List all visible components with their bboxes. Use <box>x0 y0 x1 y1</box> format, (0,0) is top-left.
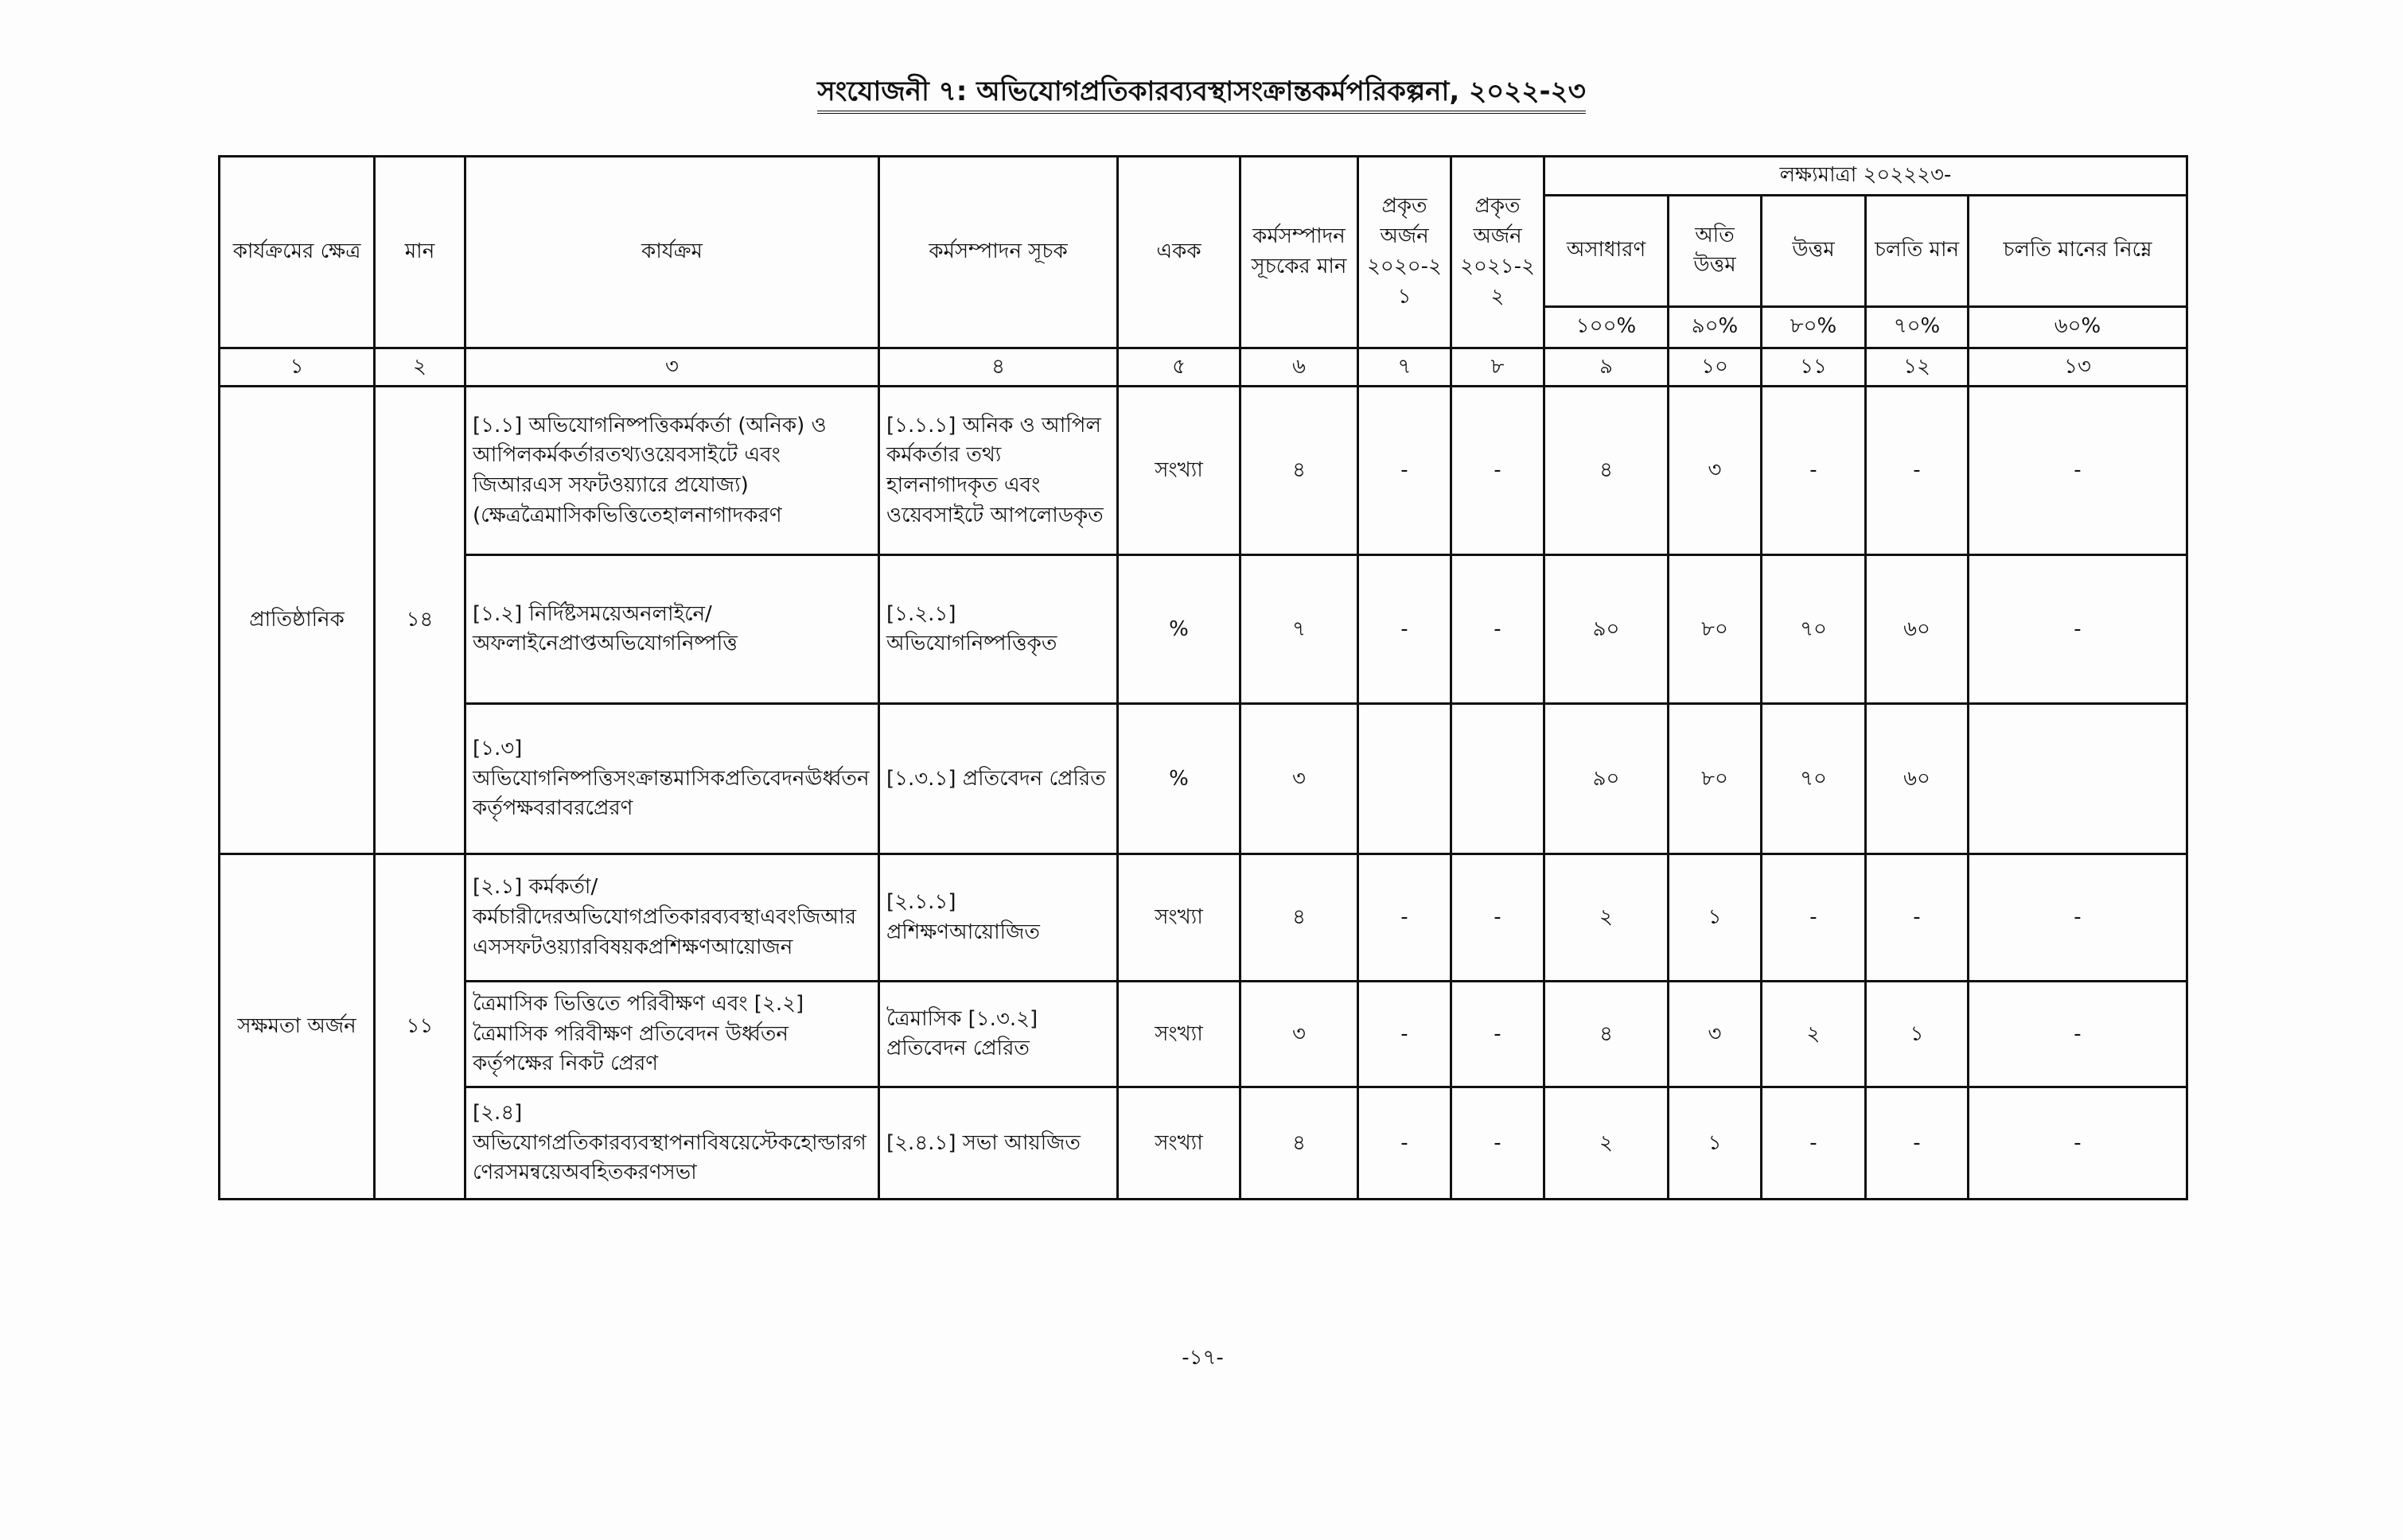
actual-2020-21-cell: - <box>1358 854 1451 982</box>
column-number: ৩ <box>465 348 879 387</box>
target-cell: ৬০ <box>1866 555 1969 704</box>
table-row <box>220 982 2187 1087</box>
table-row <box>220 704 2187 854</box>
unit-cell: সংখ্যা <box>1118 387 1240 555</box>
actual-2021-22-cell: - <box>1451 1087 1544 1200</box>
target-cell: - <box>1762 854 1866 982</box>
header-percent: ১০০% <box>1544 306 1669 348</box>
header-percent: ৬০% <box>1969 306 2187 348</box>
column-number: ৮ <box>1451 348 1544 387</box>
header-activity: কার্যক্রম <box>465 157 879 348</box>
target-cell: ১ <box>1669 854 1762 982</box>
column-number: ২ <box>375 348 465 387</box>
header-area: কার্যক্রমের ক্ষেত্র <box>220 157 375 348</box>
target-cell: ৯০ <box>1544 704 1669 854</box>
target-cell: ১ <box>1866 982 1969 1087</box>
indicator-cell: [২.৪.১] সভা আয়জিত <box>879 1087 1118 1200</box>
column-number: ৫ <box>1118 348 1240 387</box>
indicator-cell: [১.৩.১] প্রতিবেদন প্রেরিত <box>879 704 1118 854</box>
document-title: সংযোজনী ৭: অভিযোগপ্রতিকারব্যবস্থাসংক্রান্তকর্মপরিকল্পনা, ২০২২-২৩ <box>0 73 2403 111</box>
activity-cell: [১.৩] অভিযোগনিষ্পত্তিসংক্রান্তমাসিকপ্রতিবেদনঊর্ধ্বতনকর্তৃপক্ষবরাবরপ্রেরণ <box>465 704 879 854</box>
unit-cell: সংখ্যা <box>1118 854 1240 982</box>
activity-cell: [১.১] অভিযোগনিষ্পত্তিকর্মকর্তা (অনিক) ও আপিলকর্মকর্তারতথ্যওয়েবসাইটে এবং জিআরএস সফটওয়্যারে প্রযোজ্য) (ক্ষেত্রত্রৈমাসিকভিত্তিতেহালনাগাদকরণ <box>465 387 879 555</box>
target-cell: - <box>1969 982 2187 1087</box>
indicator-cell: [২.১.১] প্রশিক্ষণআয়োজিত <box>879 854 1118 982</box>
target-cell: - <box>1969 387 2187 555</box>
header-target-group: লক্ষ্যমাত্রা ২০২২২৩- <box>1544 157 2187 196</box>
actual-2020-21-cell: - <box>1358 982 1451 1087</box>
actual-2020-21-cell: - <box>1358 555 1451 704</box>
header-unit: একক <box>1118 157 1240 348</box>
actual-2021-22-cell: - <box>1451 982 1544 1087</box>
target-cell: ৩ <box>1669 982 1762 1087</box>
header-target: চলতি মানের নিম্নে <box>1969 195 2187 306</box>
target-cell: ২ <box>1544 854 1669 982</box>
page-body <box>218 155 2187 1372</box>
table-row <box>220 854 2187 982</box>
column-number: ৪ <box>879 348 1118 387</box>
area-value-cell: ১৪ <box>375 387 465 854</box>
target-cell: ৯০ <box>1544 555 1669 704</box>
header-target: অসাধারণ <box>1544 195 1669 306</box>
actual-2021-22-cell: - <box>1451 854 1544 982</box>
column-number: ১৩ <box>1969 348 2187 387</box>
weight-cell: ৪ <box>1240 1087 1358 1200</box>
header-value: মান <box>375 157 465 348</box>
header-target: চলতি মান <box>1866 195 1969 306</box>
column-number: ৯ <box>1544 348 1669 387</box>
header-target: অতি উত্তম <box>1669 195 1762 306</box>
header-target: উত্তম <box>1762 195 1866 306</box>
actual-2020-21-cell <box>1358 704 1451 854</box>
column-number: ১০ <box>1669 348 1762 387</box>
target-cell: ৪ <box>1544 387 1669 555</box>
actual-2021-22-cell: - <box>1451 387 1544 555</box>
table-row <box>220 1087 2187 1200</box>
target-cell: - <box>1969 854 2187 982</box>
activity-cell: [২.৪] অভিযোগপ্রতিকারব্যবস্থাপনাবিষয়েস্টেকহোল্ডারগণেরসমন্বয়েঅবহিতকরণসভা <box>465 1087 879 1200</box>
activity-cell: ত্রৈমাসিক ভিত্তিতে পরিবীক্ষণ এবং [২.২] ত্রৈমাসিক পরিবীক্ষণ প্রতিবেদন উর্ধ্বতন কর্তৃপক্ষের নিকট প্রেরণ <box>465 982 879 1087</box>
unit-cell: সংখ্যা <box>1118 982 1240 1087</box>
weight-cell: ৩ <box>1240 704 1358 854</box>
target-cell: - <box>1762 1087 1866 1200</box>
actual-2021-22-cell: - <box>1451 555 1544 704</box>
target-cell: ৩ <box>1669 387 1762 555</box>
target-cell: ৪ <box>1544 982 1669 1087</box>
page-number: -১৭- <box>1182 1345 1224 1370</box>
table-row <box>220 387 2187 555</box>
target-cell: ৭০ <box>1762 704 1866 854</box>
weight-cell: ৩ <box>1240 982 1358 1087</box>
header-actual-2020-21: প্রকৃত অর্জন ২০২০-২১ <box>1358 157 1451 348</box>
target-cell: ২ <box>1762 982 1866 1087</box>
header-weight: কর্মসম্পাদন সূচকের মান <box>1240 157 1358 348</box>
target-cell: ৮০ <box>1669 704 1762 854</box>
unit-cell: % <box>1118 704 1240 854</box>
weight-cell: ৪ <box>1240 854 1358 982</box>
column-number: ১ <box>220 348 375 387</box>
area-cell: প্রাতিষ্ঠানিক <box>220 387 375 854</box>
indicator-cell: [১.২.১] অভিযোগনিষ্পত্তিকৃত <box>879 555 1118 704</box>
target-cell: ৭০ <box>1762 555 1866 704</box>
indicator-cell: [১.১.১] অনিক ও আপিল কর্মকর্তার তথ্য হালনাগাদকৃত এবং ওয়েবসাইটে আপলোডকৃত <box>879 387 1118 555</box>
area-cell: সক্ষমতা অর্জন <box>220 854 375 1200</box>
target-cell: - <box>1969 1087 2187 1200</box>
target-cell: ৮০ <box>1669 555 1762 704</box>
column-number-row <box>220 348 2187 387</box>
target-cell: - <box>1969 555 2187 704</box>
activity-cell: [১.২] নির্দিষ্টসময়েঅনলাইনে/অফলাইনেপ্রাপ্তঅভিযোগনিষ্পত্তি <box>465 555 879 704</box>
target-cell: - <box>1866 854 1969 982</box>
header-percent: ৮০% <box>1762 306 1866 348</box>
actual-2020-21-cell: - <box>1358 387 1451 555</box>
target-cell <box>1969 704 2187 854</box>
table-row <box>220 555 2187 704</box>
action-plan-table <box>218 155 2188 1200</box>
header-percent: ৭০% <box>1866 306 1969 348</box>
target-cell: - <box>1762 387 1866 555</box>
header-actual-2021-22: প্রকৃত অর্জন ২০২১-২২ <box>1451 157 1544 348</box>
column-number: ৭ <box>1358 348 1451 387</box>
unit-cell: % <box>1118 555 1240 704</box>
target-cell: ৬০ <box>1866 704 1969 854</box>
actual-2020-21-cell: - <box>1358 1087 1451 1200</box>
target-cell: ২ <box>1544 1087 1669 1200</box>
indicator-cell: ত্রৈমাসিক [১.৩.২] প্রতিবেদন প্রেরিত <box>879 982 1118 1087</box>
target-cell: - <box>1866 1087 1969 1200</box>
header-indicator: কর্মসম্পাদন সূচক <box>879 157 1118 348</box>
header-percent: ৯০% <box>1669 306 1762 348</box>
target-cell: - <box>1866 387 1969 555</box>
column-number: ৬ <box>1240 348 1358 387</box>
column-number: ১১ <box>1762 348 1866 387</box>
area-value-cell: ১১ <box>375 854 465 1200</box>
unit-cell: সংখ্যা <box>1118 1087 1240 1200</box>
column-number: ১২ <box>1866 348 1969 387</box>
weight-cell: ৭ <box>1240 555 1358 704</box>
target-cell: ১ <box>1669 1087 1762 1200</box>
weight-cell: ৪ <box>1240 387 1358 555</box>
activity-cell: [২.১] কর্মকর্তা/কর্মচারীদেরঅভিযোগপ্রতিকারব্যবস্থাএবংজিআরএসসফটওয়্যারবিষয়কপ্রশিক্ষণআয়োজন <box>465 854 879 982</box>
actual-2021-22-cell <box>1451 704 1544 854</box>
